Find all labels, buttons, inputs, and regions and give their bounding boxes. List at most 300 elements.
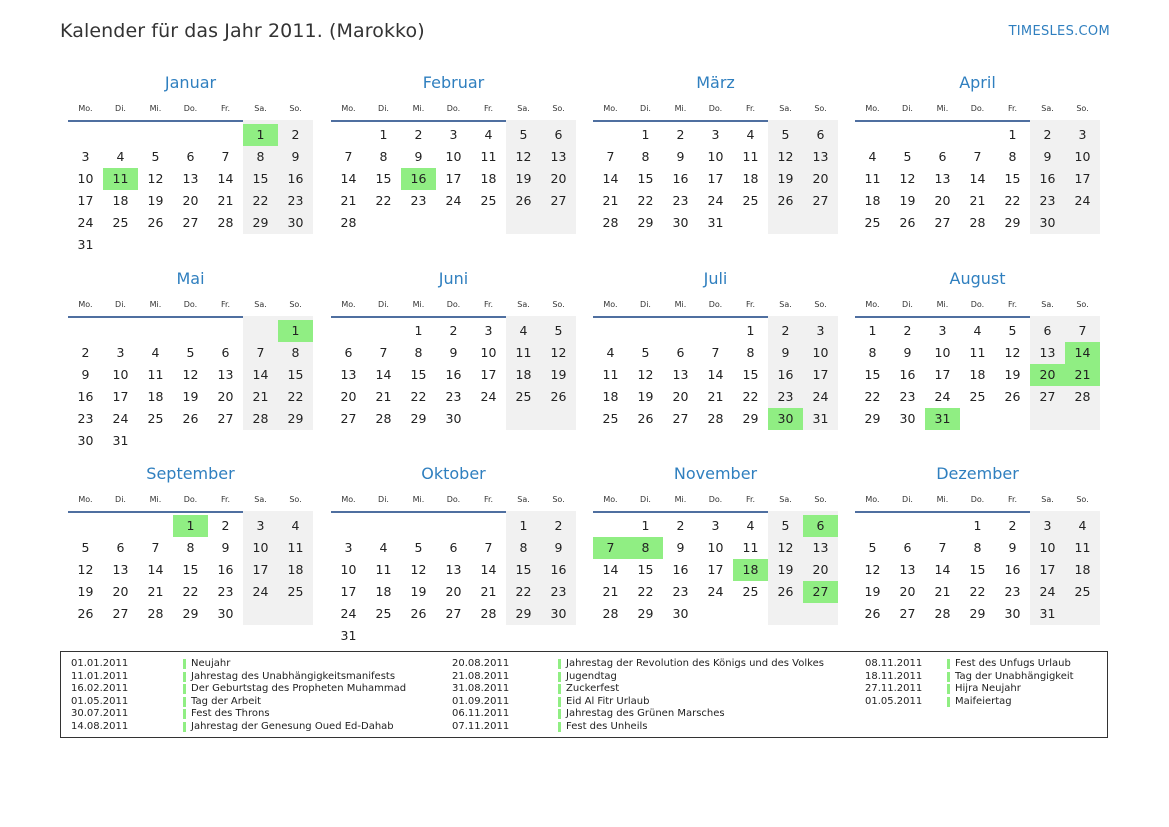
day-cell: 21: [252, 389, 269, 404]
day-cell: 23: [217, 584, 234, 599]
day-cell: 13: [550, 149, 567, 164]
day-cell: 22: [637, 193, 654, 208]
day-cell: 12: [777, 540, 794, 555]
day-cell: 11: [742, 540, 759, 555]
weekday-label: Di.: [902, 495, 913, 504]
day-cell: 8: [641, 149, 650, 164]
day-cell: 1: [379, 127, 388, 142]
day-cell: 24: [934, 389, 951, 404]
day-cell: 30: [899, 411, 916, 426]
month-name: März: [696, 73, 735, 92]
day-cell: 4: [519, 323, 528, 338]
holiday-day-cell: 31: [925, 408, 960, 430]
day-cell: 24: [707, 584, 724, 599]
day-cell: 31: [340, 628, 357, 643]
day-cell: 8: [746, 345, 755, 360]
day-cell: 9: [554, 540, 563, 555]
day-cell: 4: [746, 127, 755, 142]
day-cell: 6: [221, 345, 230, 360]
day-cell: 30: [287, 215, 304, 230]
day-cell: 10: [1039, 540, 1056, 555]
day-cell: 3: [816, 323, 825, 338]
day-cell: 7: [379, 345, 388, 360]
day-cell: 17: [445, 171, 462, 186]
day-cell: 13: [812, 540, 829, 555]
day-cell: 28: [934, 606, 951, 621]
weekday-header: [855, 104, 1100, 116]
day-cell: 18: [969, 367, 986, 382]
day-cell: 14: [217, 171, 234, 186]
weekday-label: Sa.: [517, 104, 530, 113]
day-cell: 3: [938, 323, 947, 338]
day-cell: 18: [742, 171, 759, 186]
weekday-header: [68, 300, 313, 312]
day-cell: 9: [414, 149, 423, 164]
day-cell: 13: [899, 562, 916, 577]
day-cell: 29: [252, 215, 269, 230]
month-10: [323, 464, 568, 654]
legend-marker: [183, 697, 186, 707]
legend-holiday-name: Maifeiertag: [955, 695, 1012, 707]
weekday-header: [593, 104, 838, 116]
day-cell: 26: [515, 193, 532, 208]
day-cell: 2: [781, 323, 790, 338]
legend-marker: [947, 697, 950, 707]
weekday-label: Do.: [970, 300, 985, 309]
day-cell: 31: [812, 411, 829, 426]
legend-holiday-name: Jahrestag des Unabhängigkeitsmanifests: [191, 670, 396, 682]
day-cell: 12: [899, 171, 916, 186]
day-cell: 31: [707, 215, 724, 230]
day-cell: 10: [445, 149, 462, 164]
day-cell: 23: [1004, 584, 1021, 599]
legend-holiday-name: Zuckerfest: [566, 683, 620, 695]
day-cell: 24: [707, 193, 724, 208]
day-cell: 16: [777, 367, 794, 382]
day-cell: 4: [606, 345, 615, 360]
day-cell: 5: [414, 540, 423, 555]
day-cell: 1: [519, 518, 528, 533]
weekday-label: So.: [552, 104, 565, 113]
weekday-label: Do.: [183, 300, 198, 309]
day-cell: 22: [287, 389, 304, 404]
day-cell: 15: [375, 171, 392, 186]
day-cell: 31: [112, 433, 129, 448]
day-cell: 14: [375, 367, 392, 382]
day-cell: 30: [1039, 215, 1056, 230]
holiday-day-cell: 8: [628, 537, 663, 559]
day-cell: 14: [480, 562, 497, 577]
day-cell: 18: [602, 389, 619, 404]
weekday-label: Sa.: [1041, 300, 1054, 309]
brand-link[interactable]: TIMESLES.COM: [1008, 24, 1110, 39]
day-cell: 3: [1078, 127, 1087, 142]
month-12: [847, 464, 1092, 654]
weekday-header: [593, 495, 838, 507]
month-4: [847, 73, 1092, 263]
day-cell: 19: [550, 367, 567, 382]
legend-date: 01.01.2011: [71, 658, 129, 669]
legend-holiday-name: Fest des Unfugs Urlaub: [955, 658, 1071, 669]
legend-marker: [558, 684, 561, 694]
day-cell: 3: [116, 345, 125, 360]
day-cell: 24: [480, 389, 497, 404]
weekday-label: Mi.: [149, 104, 162, 113]
day-cell: 5: [781, 127, 790, 142]
weekday-label: Do.: [708, 104, 723, 113]
day-cell: 5: [519, 127, 528, 142]
day-cell: 11: [742, 149, 759, 164]
holiday-day-cell: 14: [1065, 342, 1100, 364]
weekday-header: [331, 104, 576, 116]
month-name: Januar: [164, 73, 217, 92]
day-cell: 9: [676, 149, 685, 164]
weekday-label: Do.: [446, 104, 461, 113]
day-cell: 21: [602, 584, 619, 599]
day-cell: 8: [186, 540, 195, 555]
day-cell: 26: [550, 389, 567, 404]
weekday-label: Mi.: [674, 300, 687, 309]
day-cell: 5: [903, 149, 912, 164]
day-cell: 19: [147, 193, 164, 208]
month-name: Oktober: [421, 464, 486, 483]
day-cell: 7: [344, 149, 353, 164]
day-cell: 2: [676, 127, 685, 142]
day-cell: 16: [672, 562, 689, 577]
day-cell: 24: [252, 584, 269, 599]
day-cell: 11: [969, 345, 986, 360]
day-cell: 28: [340, 215, 357, 230]
weekday-label: Sa.: [1041, 104, 1054, 113]
day-cell: 29: [969, 606, 986, 621]
day-cell: 20: [445, 584, 462, 599]
day-cell: 25: [375, 606, 392, 621]
month-3: [585, 73, 830, 263]
month-11: [585, 464, 830, 654]
day-cell: 20: [934, 193, 951, 208]
day-cell: 15: [637, 562, 654, 577]
day-cell: 22: [969, 584, 986, 599]
day-cell: 2: [554, 518, 563, 533]
day-cell: 5: [151, 149, 160, 164]
day-cell: 11: [480, 149, 497, 164]
day-cell: 12: [637, 367, 654, 382]
weekday-label: So.: [814, 495, 827, 504]
day-cell: 17: [812, 367, 829, 382]
day-cell: 24: [77, 215, 94, 230]
weekday-label: Mi.: [936, 495, 949, 504]
weekday-label: So.: [289, 300, 302, 309]
day-cell: 23: [672, 193, 689, 208]
day-cell: 28: [480, 606, 497, 621]
day-cell: 4: [379, 540, 388, 555]
day-cell: 18: [864, 193, 881, 208]
day-cell: 19: [637, 389, 654, 404]
weekday-header: [68, 104, 313, 116]
day-cell: 2: [221, 518, 230, 533]
weekday-label: Di.: [902, 300, 913, 309]
day-cell: 25: [515, 389, 532, 404]
day-cell: 25: [602, 411, 619, 426]
day-cell: 25: [147, 411, 164, 426]
weekday-label: Sa.: [517, 495, 530, 504]
day-cell: 24: [812, 389, 829, 404]
day-cell: 28: [252, 411, 269, 426]
day-cell: 23: [445, 389, 462, 404]
day-cell: 17: [112, 389, 129, 404]
day-cell: 28: [707, 411, 724, 426]
day-cell: 3: [484, 323, 493, 338]
holiday-legend: [60, 651, 1108, 738]
day-cell: 19: [1004, 367, 1021, 382]
day-cell: 23: [899, 389, 916, 404]
day-cell: 6: [1043, 323, 1052, 338]
weekday-label: Do.: [183, 495, 198, 504]
legend-marker: [558, 697, 561, 707]
holiday-day-cell: 1: [173, 515, 208, 537]
day-cell: 9: [1043, 149, 1052, 164]
legend-holiday-name: Eid Al Fitr Urlaub: [566, 695, 650, 707]
page-title: Kalender für das Jahr 2011. (Marokko): [60, 20, 425, 42]
weekday-label: Do.: [970, 104, 985, 113]
legend-holiday-name: Jugendtag: [566, 670, 617, 682]
day-cell: 22: [515, 584, 532, 599]
weekday-header: [593, 300, 838, 312]
day-cell: 27: [217, 411, 234, 426]
weekday-label: Mi.: [149, 300, 162, 309]
legend-marker: [558, 672, 561, 682]
weekday-label: So.: [289, 495, 302, 504]
day-cell: 5: [1008, 323, 1017, 338]
day-cell: 25: [480, 193, 497, 208]
day-cell: 10: [252, 540, 269, 555]
weekday-label: So.: [814, 104, 827, 113]
day-cell: 7: [1078, 323, 1087, 338]
day-cell: 18: [287, 562, 304, 577]
month-7: [585, 269, 830, 459]
day-cell: 20: [672, 389, 689, 404]
day-cell: 2: [1043, 127, 1052, 142]
day-cell: 17: [1039, 562, 1056, 577]
month-name: September: [146, 464, 235, 483]
day-cell: 25: [864, 215, 881, 230]
day-cell: 8: [519, 540, 528, 555]
day-cell: 8: [379, 149, 388, 164]
legend-date: 07.11.2011: [452, 721, 510, 732]
weekday-label: Mo.: [865, 495, 880, 504]
day-cell: 25: [112, 215, 129, 230]
day-cell: 14: [969, 171, 986, 186]
weekday-label: Mo.: [78, 300, 93, 309]
day-cell: 8: [973, 540, 982, 555]
day-cell: 28: [147, 606, 164, 621]
weekday-label: Di.: [640, 104, 651, 113]
holiday-day-cell: 11: [103, 168, 138, 190]
weekday-label: So.: [552, 495, 565, 504]
day-cell: 16: [550, 562, 567, 577]
holiday-day-cell: 20: [1030, 364, 1065, 386]
weekday-label: Sa.: [254, 104, 267, 113]
day-cell: 12: [515, 149, 532, 164]
weekday-label: Do.: [183, 104, 198, 113]
day-cell: 8: [868, 345, 877, 360]
day-cell: 13: [934, 171, 951, 186]
weekday-label: So.: [289, 104, 302, 113]
legend-marker: [947, 684, 950, 694]
weekday-label: Fr.: [220, 300, 231, 309]
day-cell: 18: [112, 193, 129, 208]
weekday-label: Mi.: [149, 495, 162, 504]
weekday-label: Do.: [970, 495, 985, 504]
legend-date: 01.05.2011: [865, 695, 923, 707]
weekday-label: Sa.: [1041, 495, 1054, 504]
legend-holiday-name: Tag der Arbeit: [191, 695, 262, 707]
day-cell: 7: [938, 540, 947, 555]
weekday-label: Fr.: [483, 495, 494, 504]
day-cell: 17: [252, 562, 269, 577]
day-cell: 20: [217, 389, 234, 404]
day-cell: 11: [147, 367, 164, 382]
day-cell: 1: [746, 323, 755, 338]
day-cell: 1: [641, 127, 650, 142]
legend-date: 21.08.2011: [452, 670, 510, 682]
day-cell: 5: [186, 345, 195, 360]
day-cell: 9: [221, 540, 230, 555]
day-cell: 6: [554, 127, 563, 142]
day-cell: 3: [711, 518, 720, 533]
day-cell: 13: [182, 171, 199, 186]
legend-date: 08.11.2011: [865, 658, 923, 669]
day-cell: 26: [147, 215, 164, 230]
day-cell: 10: [707, 540, 724, 555]
day-cell: 30: [550, 606, 567, 621]
day-cell: 7: [221, 149, 230, 164]
day-cell: 1: [414, 323, 423, 338]
day-cell: 22: [864, 389, 881, 404]
day-cell: 23: [410, 193, 427, 208]
day-cell: 27: [182, 215, 199, 230]
legend-marker: [183, 672, 186, 682]
day-cell: 23: [550, 584, 567, 599]
day-cell: 26: [1004, 389, 1021, 404]
day-cell: 17: [934, 367, 951, 382]
day-cell: 30: [445, 411, 462, 426]
weekday-header: [331, 300, 576, 312]
day-cell: 6: [676, 345, 685, 360]
day-cell: 25: [742, 193, 759, 208]
day-cell: 1: [868, 323, 877, 338]
legend-date: 11.01.2011: [71, 670, 129, 682]
day-cell: 28: [1074, 389, 1091, 404]
day-cell: 9: [903, 345, 912, 360]
day-cell: 27: [340, 411, 357, 426]
day-cell: 30: [672, 606, 689, 621]
day-cell: 30: [77, 433, 94, 448]
day-cell: 15: [742, 367, 759, 382]
day-cell: 24: [340, 606, 357, 621]
weekday-label: So.: [552, 300, 565, 309]
day-cell: 16: [217, 562, 234, 577]
month-name: Februar: [422, 73, 485, 92]
weekday-label: Fr.: [745, 300, 756, 309]
legend-date: 14.08.2011: [71, 721, 129, 732]
day-cell: 22: [637, 584, 654, 599]
day-cell: 19: [515, 171, 532, 186]
day-cell: 27: [1039, 389, 1056, 404]
weekday-label: Mi.: [674, 104, 687, 113]
day-cell: 3: [1043, 518, 1052, 533]
day-cell: 29: [742, 411, 759, 426]
day-cell: 25: [1074, 584, 1091, 599]
weekday-label: So.: [814, 300, 827, 309]
day-cell: 4: [868, 149, 877, 164]
weekday-label: Mo.: [865, 104, 880, 113]
day-cell: 5: [554, 323, 563, 338]
day-cell: 4: [484, 127, 493, 142]
legend-marker: [947, 659, 950, 669]
weekday-label: Mi.: [412, 300, 425, 309]
holiday-day-cell: 18: [733, 559, 768, 581]
day-cell: 4: [151, 345, 160, 360]
day-cell: 15: [410, 367, 427, 382]
legend-marker: [558, 722, 561, 732]
legend-date: 16.02.2011: [71, 683, 129, 695]
day-cell: 2: [676, 518, 685, 533]
day-cell: 5: [781, 518, 790, 533]
day-cell: 16: [1039, 171, 1056, 186]
day-cell: 13: [812, 149, 829, 164]
day-cell: 4: [746, 518, 755, 533]
day-cell: 9: [676, 540, 685, 555]
day-cell: 27: [112, 606, 129, 621]
day-cell: 10: [934, 345, 951, 360]
weekday-label: Fr.: [1007, 495, 1018, 504]
month-name: November: [673, 464, 758, 483]
day-cell: 12: [410, 562, 427, 577]
month-2: [323, 73, 568, 263]
day-cell: 14: [602, 171, 619, 186]
day-cell: 13: [672, 367, 689, 382]
weekday-label: Fr.: [483, 300, 494, 309]
day-cell: 19: [864, 584, 881, 599]
day-cell: 16: [77, 389, 94, 404]
weekday-label: Sa.: [779, 300, 792, 309]
weekday-header: [855, 300, 1100, 312]
day-cell: 19: [77, 584, 94, 599]
day-cell: 21: [375, 389, 392, 404]
day-cell: 21: [480, 584, 497, 599]
day-cell: 7: [606, 149, 615, 164]
day-cell: 9: [291, 149, 300, 164]
day-cell: 10: [707, 149, 724, 164]
day-cell: 19: [777, 171, 794, 186]
weekday-label: Di.: [378, 104, 389, 113]
day-cell: 14: [602, 562, 619, 577]
day-cell: 24: [1039, 584, 1056, 599]
day-cell: 17: [77, 193, 94, 208]
day-cell: 6: [449, 540, 458, 555]
day-cell: 20: [812, 562, 829, 577]
day-cell: 11: [864, 171, 881, 186]
legend-marker: [558, 659, 561, 669]
day-cell: 15: [1004, 171, 1021, 186]
weekday-label: Mo.: [341, 300, 356, 309]
day-cell: 27: [812, 193, 829, 208]
day-cell: 4: [1078, 518, 1087, 533]
day-cell: 2: [81, 345, 90, 360]
legend-marker: [558, 709, 561, 719]
day-cell: 14: [707, 367, 724, 382]
